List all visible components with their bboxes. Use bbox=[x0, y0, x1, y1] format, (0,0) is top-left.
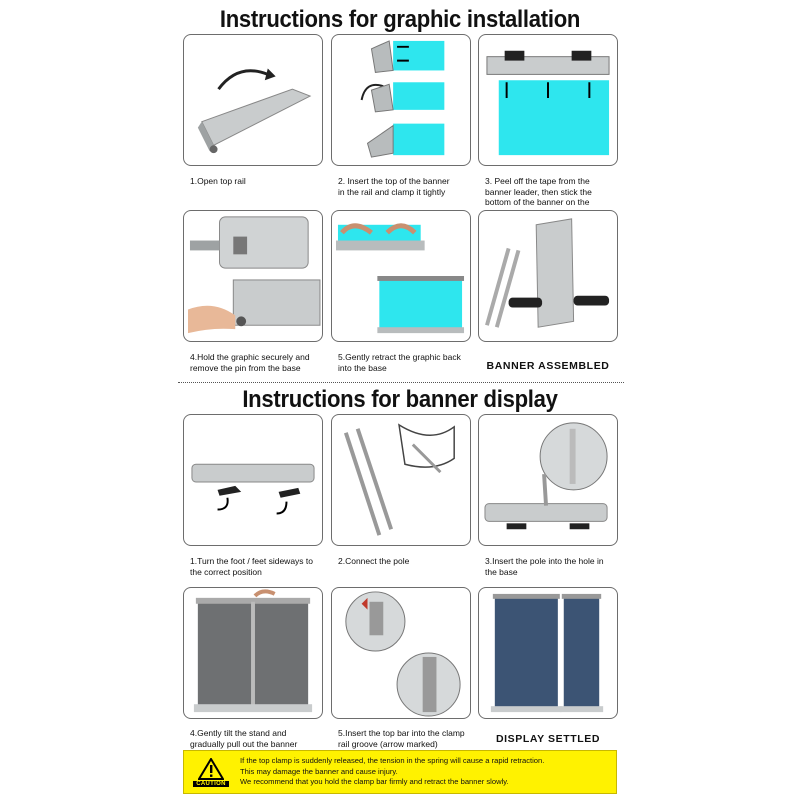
section-divider bbox=[178, 382, 624, 383]
display-step-2-caption: 2.Connect the pole bbox=[338, 556, 410, 566]
display-step-1-image bbox=[183, 414, 323, 546]
install-step-4-image bbox=[183, 210, 323, 342]
display-step-3-image bbox=[478, 414, 618, 546]
install-step-2-image bbox=[331, 34, 471, 166]
display-step-1-caption: 1.Turn the foot / feet sideways to the correct position bbox=[190, 556, 314, 577]
install-step-5-caption: 5.Gently retract the graphic back into the base bbox=[338, 352, 461, 373]
caution-label: CAUTION bbox=[193, 781, 228, 787]
display-heading: Instructions for banner display bbox=[242, 386, 558, 413]
caution-badge bbox=[188, 752, 234, 792]
warning-icon bbox=[198, 758, 224, 780]
display-step-2-image bbox=[331, 414, 471, 546]
install-step-3-caption: 3. Peel off the tape from the banner leader, then stick the bottom of the banner on the bbox=[485, 176, 592, 207]
caution-box bbox=[183, 750, 617, 794]
install-step-1-caption: 1.Open top rail bbox=[190, 176, 246, 186]
install-step-5-image bbox=[331, 210, 471, 342]
display-step-3-caption: 3.Insert the pole into the hole in the base bbox=[485, 556, 604, 577]
install-step-1-image bbox=[183, 34, 323, 166]
caution-line-1: If the top clamp is suddenly released, the tension in the spring will cause a rapid retraction. bbox=[240, 756, 545, 766]
caution-line-3: We recommend that you hold the clamp bar firmly and retract the banner slowly. bbox=[240, 777, 509, 787]
display-step-4-image bbox=[183, 587, 323, 719]
caution-line-2: This may damage the banner and cause injury. bbox=[240, 766, 398, 776]
display-step-5-caption: 5.Insert the top bar into the clamp rail groove (arrow marked) bbox=[338, 728, 465, 749]
caution-message bbox=[234, 756, 616, 788]
install-step-4-caption: 4.Hold the graphic securely and remove the pin from the base bbox=[190, 352, 310, 373]
display-step-5-image bbox=[331, 587, 471, 719]
display-settled-image bbox=[478, 587, 618, 719]
banner-assembled-image bbox=[478, 210, 618, 342]
display-settled-caption: DISPLAY SETTLED bbox=[495, 733, 601, 745]
install-heading: Instructions for graphic installation bbox=[219, 6, 581, 33]
install-step-2-caption: 2. Insert the top of the banner in the rail and clamp it tightly bbox=[338, 176, 450, 197]
display-step-4-caption: 4.Gently tilt the stand and gradually pull out the banner bbox=[190, 728, 298, 749]
install-step-3-image bbox=[478, 34, 618, 166]
banner-assembled-caption: BANNER ASSEMBLED bbox=[486, 360, 610, 372]
